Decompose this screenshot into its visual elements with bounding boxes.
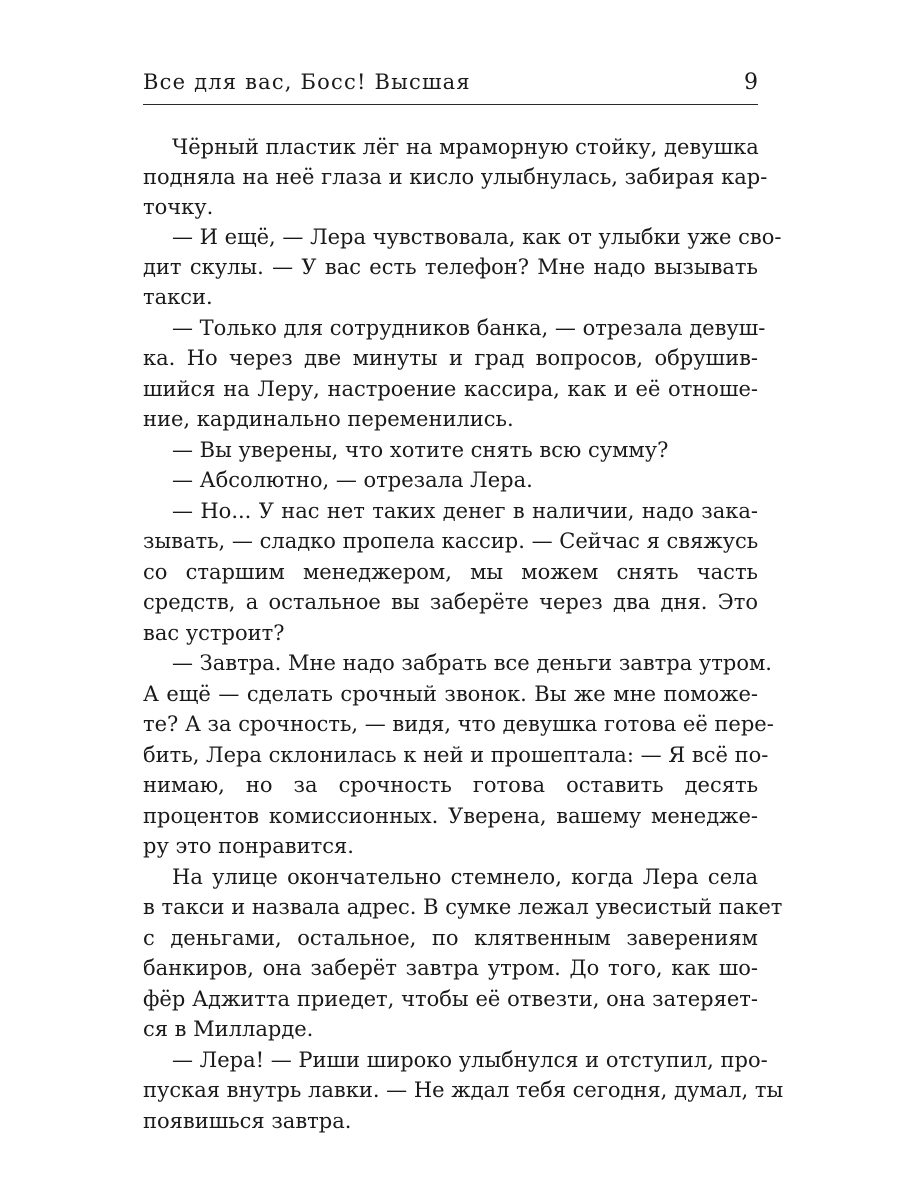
text-line: дит скулы. — У вас есть телефон? Мне надо вызывать (143, 255, 758, 279)
text-line: нимаю, но за срочность готова оставить десять (143, 773, 758, 797)
text-line: подняла на неё глаза и кисло улыбнулась, забирая кар- (143, 165, 768, 189)
page-number: 9 (744, 70, 758, 95)
text-line: вас устроит? (143, 621, 285, 645)
text-line: — Лера! — Риши широко улыбнулся и отступил, про- (172, 1048, 768, 1072)
text-line: — Вы уверены, что хотите снять всю сумму? (172, 438, 669, 462)
text-line: А ещё — сделать срочный звонок. Вы же мне поможе- (143, 682, 758, 706)
running-header (143, 70, 758, 106)
text-line: зывать, — сладко пропела кассир. — Сейчас я свяжусь (143, 529, 759, 553)
text-line: банкиров, она заберёт завтра утром. До того, как шо- (143, 956, 758, 980)
text-line: средств, а остальное вы заберёте через два дня. Это (143, 590, 758, 614)
text-line: в такси и назвала адрес. В сумке лежал увесистый пакет (143, 895, 783, 919)
text-line: точку. (143, 195, 214, 219)
text-line: бить, Лера склонилась к ней и прошептала: — Я всё по- (143, 743, 769, 767)
text-line: — Абсолютно, — отрезала Лера. (172, 468, 533, 492)
header-rule (143, 104, 758, 105)
text-line: фёр Аджитта приедет, чтобы её отвезти, она затеряет- (143, 987, 758, 1011)
text-line: ние, кардинально переменились. (143, 407, 514, 431)
text-line: ка. Но через две минуты и град вопросов, обрушив- (143, 346, 758, 370)
text-line: появишься завтра. (143, 1109, 352, 1133)
text-line: На улице окончательно стемнело, когда Лера села (172, 865, 758, 889)
text-line: — Завтра. Мне надо забрать все деньги завтра утром. (172, 651, 772, 675)
text-line: такси. (143, 285, 213, 309)
running-title: Все для вас, Босс! Высшая (143, 70, 471, 94)
text-line: со старшим менеджером, мы можем снять часть (143, 560, 758, 584)
text-line: ся в Милларде. (143, 1017, 314, 1041)
text-line: — Только для сотрудников банка, — отрезала девуш- (172, 316, 766, 340)
text-line: шийся на Леру, настроение кассира, как и её отноше- (143, 377, 758, 401)
text-line: — Но... У нас нет таких денег в наличии, надо зака- (172, 499, 758, 523)
text-line: пуская внутрь лавки. — Не ждал тебя сегодня, думал, ты (143, 1078, 784, 1102)
text-line: — И ещё, — Лера чувствовала, как от улыбки уже сво- (172, 225, 782, 249)
text-line: ру это понравится. (143, 834, 354, 858)
text-line: Чёрный пластик лёг на мраморную стойку, девушка (172, 135, 759, 159)
text-line: с деньгами, остальное, по клятвенным заверениям (143, 926, 758, 950)
text-line: процентов комиссионных. Уверена, вашему менедже- (143, 804, 758, 828)
text-line: те? А за срочность, — видя, что девушка готова её пере- (143, 712, 774, 736)
